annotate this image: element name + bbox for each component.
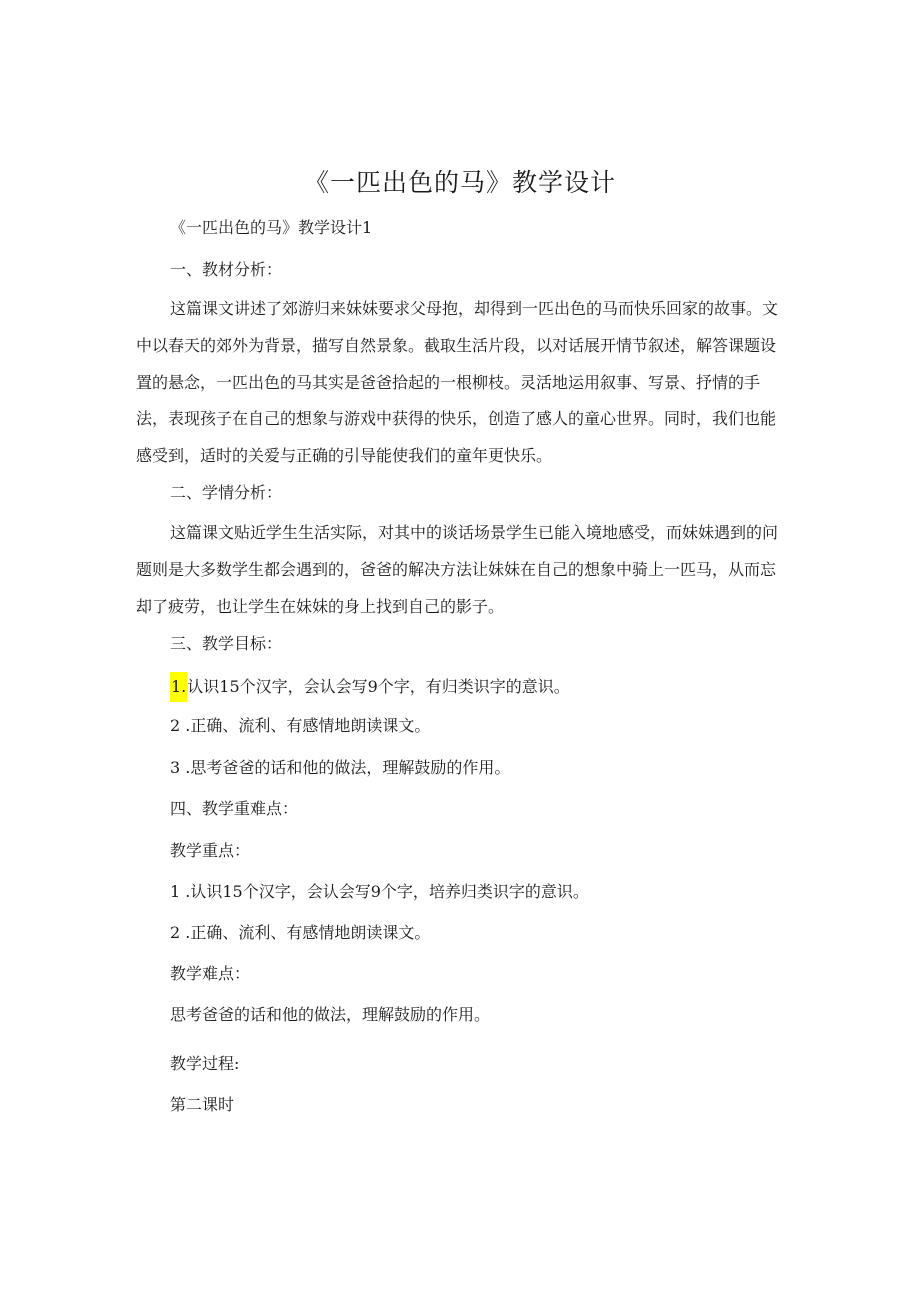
difficult-point-text: 思考爸爸的话和他的做法，理解鼓励的作用。: [170, 1005, 491, 1024]
paragraph-textbook-analysis: 这篇课文讲述了郊游归来妹妹要求父母抱，却得到一匹出色的马而快乐回家的故事。文中以春天的郊外为背景，描写自然景象。截取生活片段，以对话展开情节叙述，解答课题设置的悬念，一匹出色的马其实是爸爸拾起的一根柳枝。灵活地运用叙事、写景、抒情的手法，表现孩子在自己的想象与游戏中获得的快乐，创造了感人的童心世界。同时，我们也能感受到，适时的关爱与正确的引导能使我们的童年更快乐。: [136, 299, 779, 466]
key-point-item-1: 1 .认识15个汉字，会认会写9个字，培养归类识字的意识。: [170, 882, 589, 901]
goal-item-1: [170, 672, 570, 702]
section-heading-textbook-analysis: 一、教材分析：: [170, 260, 283, 279]
section-heading-key-difficult-points: 四、教学重难点：: [170, 799, 299, 818]
difficult-points-heading: 教学难点：: [170, 964, 251, 983]
key-points-heading: 教学重点：: [170, 841, 251, 860]
goal-item-3: 3 .思考爸爸的话和他的做法，理解鼓励的作用。: [170, 758, 511, 777]
key-point-item-2: 2 .正确、流利、有感情地朗读课文。: [170, 923, 431, 942]
paragraph-student-analysis: 这篇课文贴近学生生活实际，对其中的谈话场景学生已能入境地感受，而妹妹遇到的问题则是大多数学生都会遇到的，爸爸的解决方法让妹妹在自己的想象中骑上一匹马，从而忘却了疲劳，也让学生在妹妹的身上找到自己的影子。: [136, 523, 779, 616]
goal-item-2: 2 .正确、流利、有感情地朗读课文。: [170, 716, 431, 735]
section-heading-teaching-goals: 三、教学目标：: [170, 634, 283, 653]
teaching-process-heading: 教学过程:: [170, 1054, 240, 1073]
document-subtitle: 《一匹出色的马》教学设计1: [170, 218, 373, 237]
lesson-label: 第二课时: [170, 1095, 235, 1114]
goal-item-1-text: 认识15个汉字，会认会写9个字，有归类识字的意识。: [187, 677, 570, 696]
section-heading-student-analysis: 二、学情分析：: [170, 483, 283, 502]
document-title: 《一匹出色的马》教学设计: [303, 168, 616, 197]
highlighted-number: 1.: [170, 672, 187, 702]
